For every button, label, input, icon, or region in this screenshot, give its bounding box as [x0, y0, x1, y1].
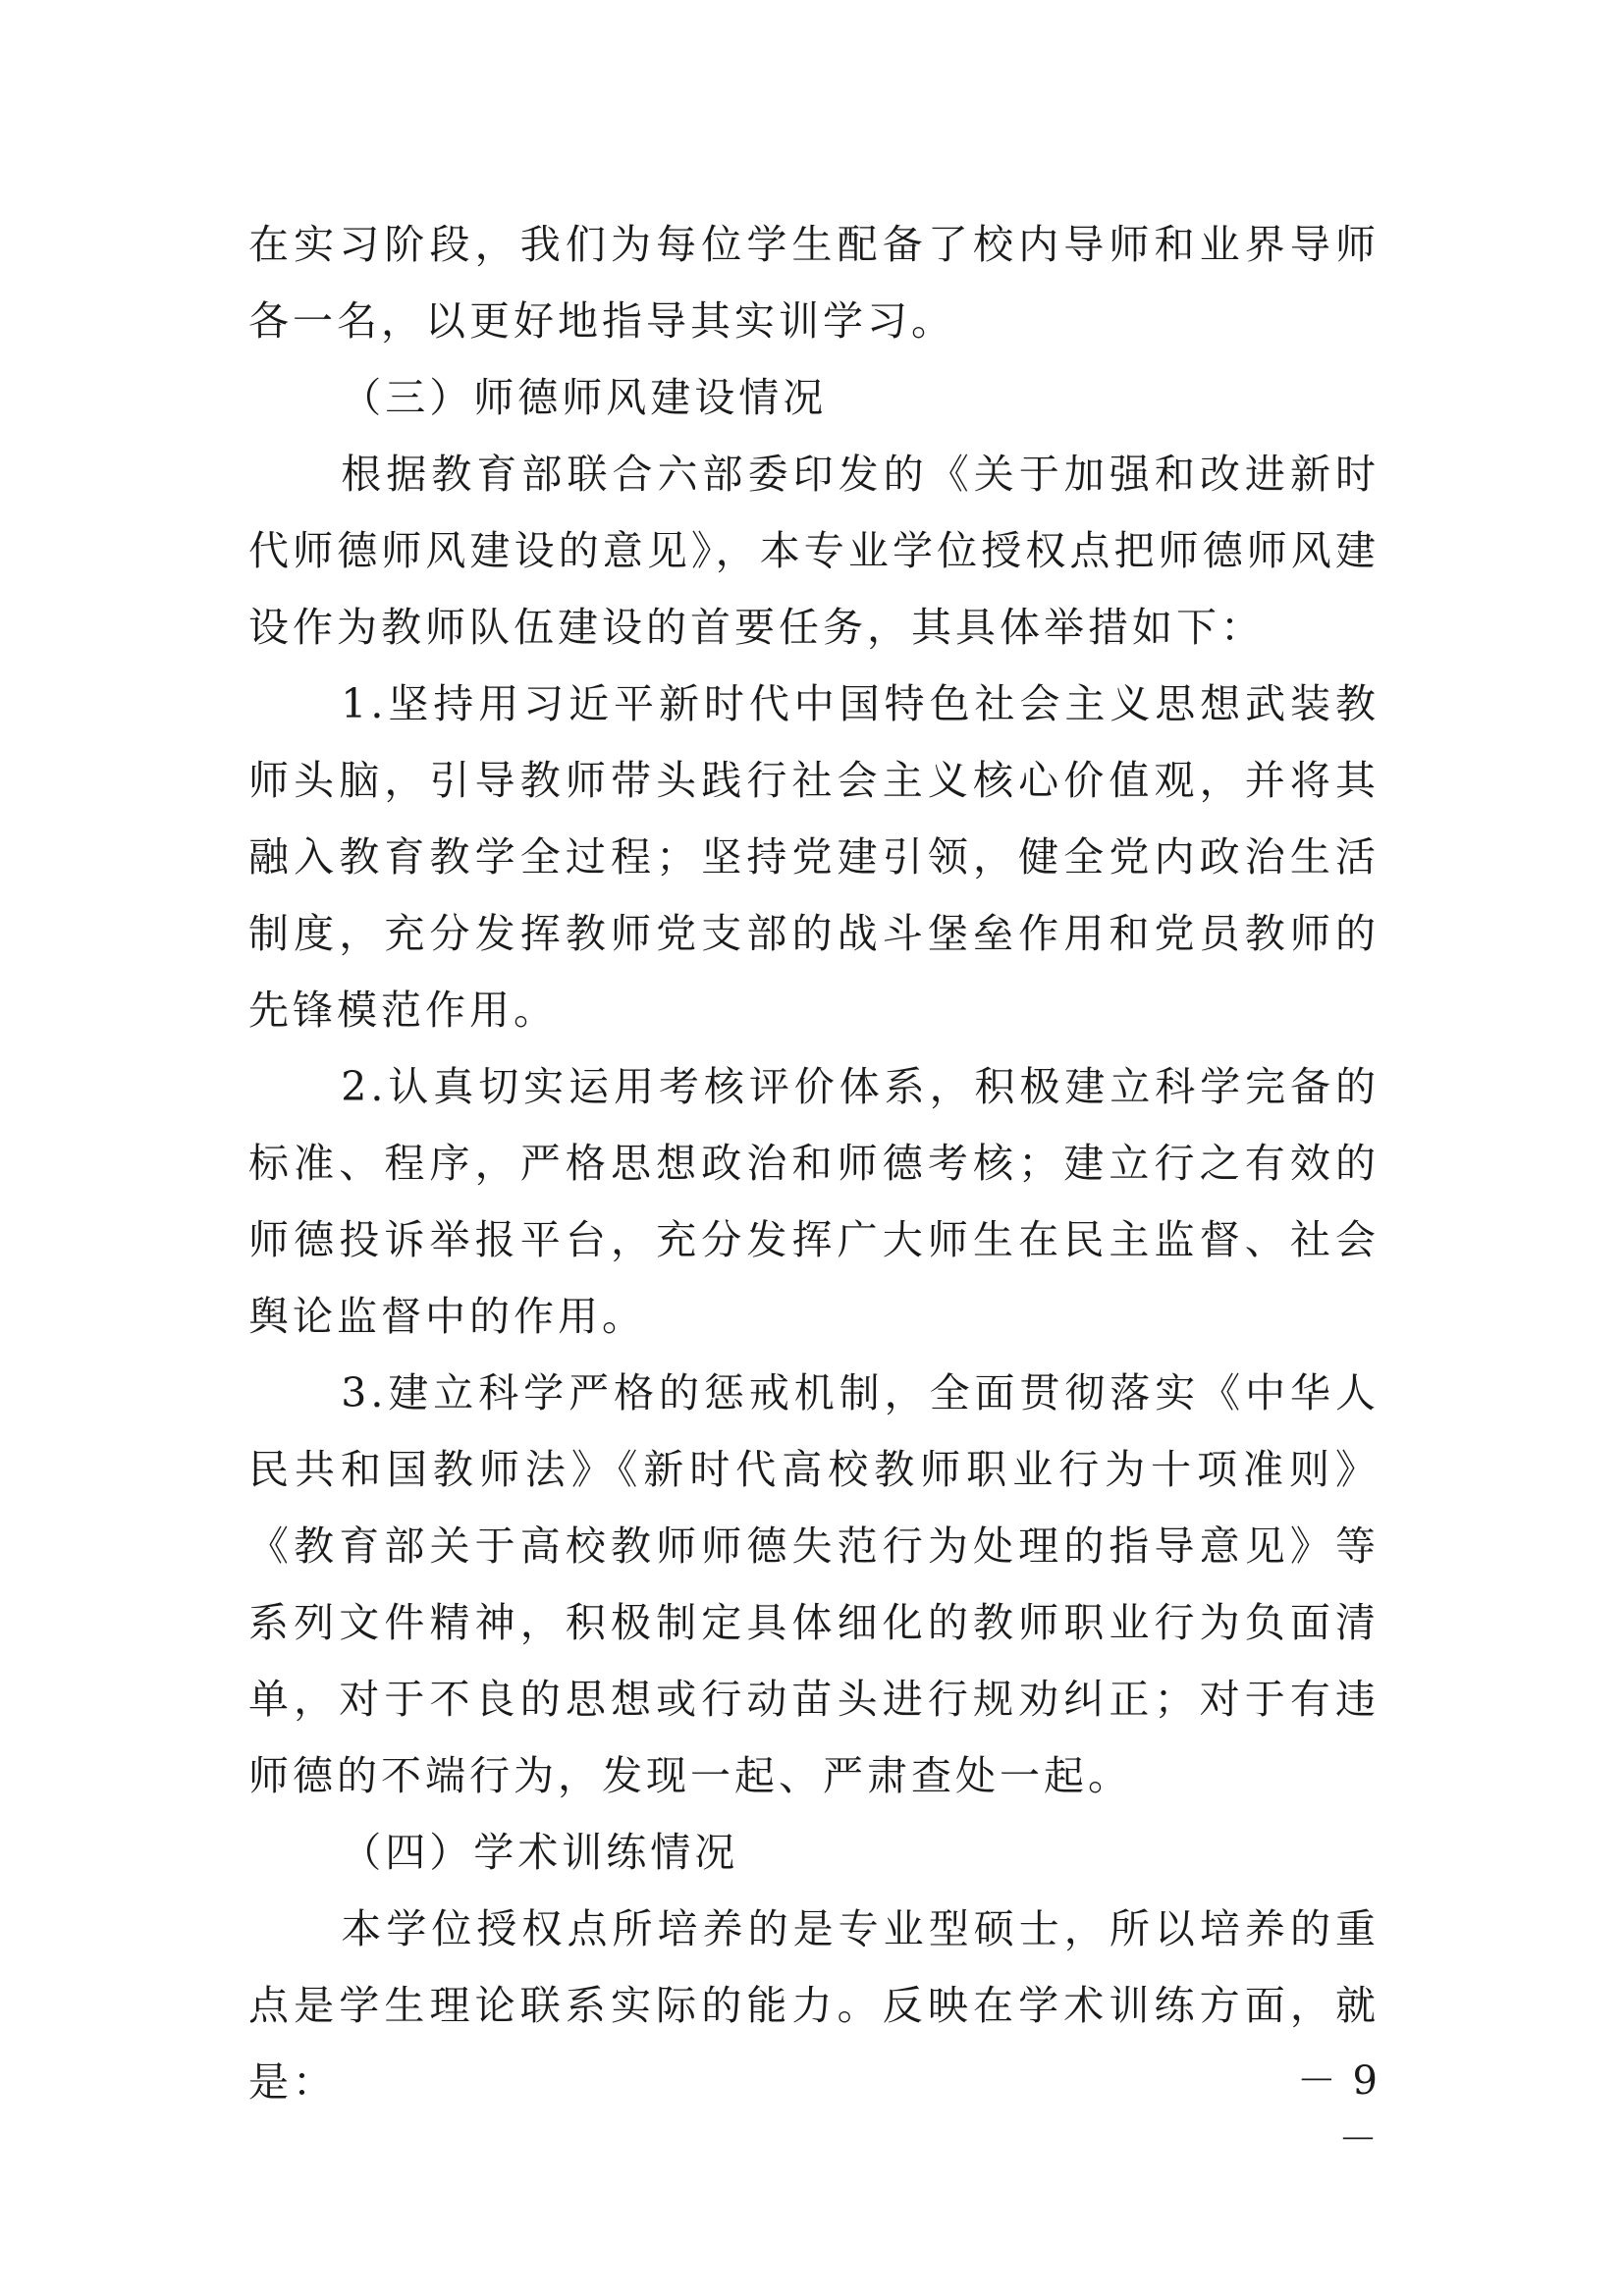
section-heading-3: （三）师德师风建设情况 [341, 374, 828, 421]
document-body [248, 206, 1380, 2120]
list-item-2: 2.认真切实运用考核评价体系，积极建立科学完备的标准、程序，严格思想政治和师德考核；建立行之有效的师德投诉举报平台，充分发挥广大师生在民主监督、社会舆论监督中的作用。 [248, 1063, 1380, 1340]
section-heading-4: （四）学术训练情况 [341, 1829, 739, 1876]
paragraph-intro: 根据教育部联合六部委印发的《关于加强和改进新时代师德师风建设的意见》，本专业学位授权点把师德师风建设作为教师队伍建设的首要任务，其具体举措如下： [248, 451, 1380, 651]
list-item-3: 3.建立科学严格的惩戒机制，全面贯彻落实《中华人民共和国教师法》《新时代高校教师职业行为十项准则》《教育部关于高校教师师德失范行为处理的指导意见》等系列文件精神，积极制定具体细化的教师职业行为负面清单，对于不良的思想或行动苗头进行规劝纠正；对于有违师德的不端行为，发现一起、严肃查处一起。 [248, 1369, 1380, 1799]
paragraph-continuation: 在实习阶段，我们为每位学生配备了校内导师和业界导师各一名，以更好地指导其实训学习。 [248, 221, 1380, 345]
paragraph-academic-training: 本学位授权点所培养的是专业型硕士，所以培养的重点是学生理论联系实际的能力。反映在学术训练方面，就是： [248, 1905, 1380, 2106]
page-number: － 9 － [1296, 2058, 1380, 2163]
list-item-1: 1.坚持用习近平新时代中国特色社会主义思想武装教师头脑，引导教师带头践行社会主义核心价值观，并将其融入教育教学全过程；坚持党建引领，健全党内政治生活制度，充分发挥教师党支部的战斗堡垒作用和党员教师的先锋模范作用。 [248, 680, 1380, 1034]
